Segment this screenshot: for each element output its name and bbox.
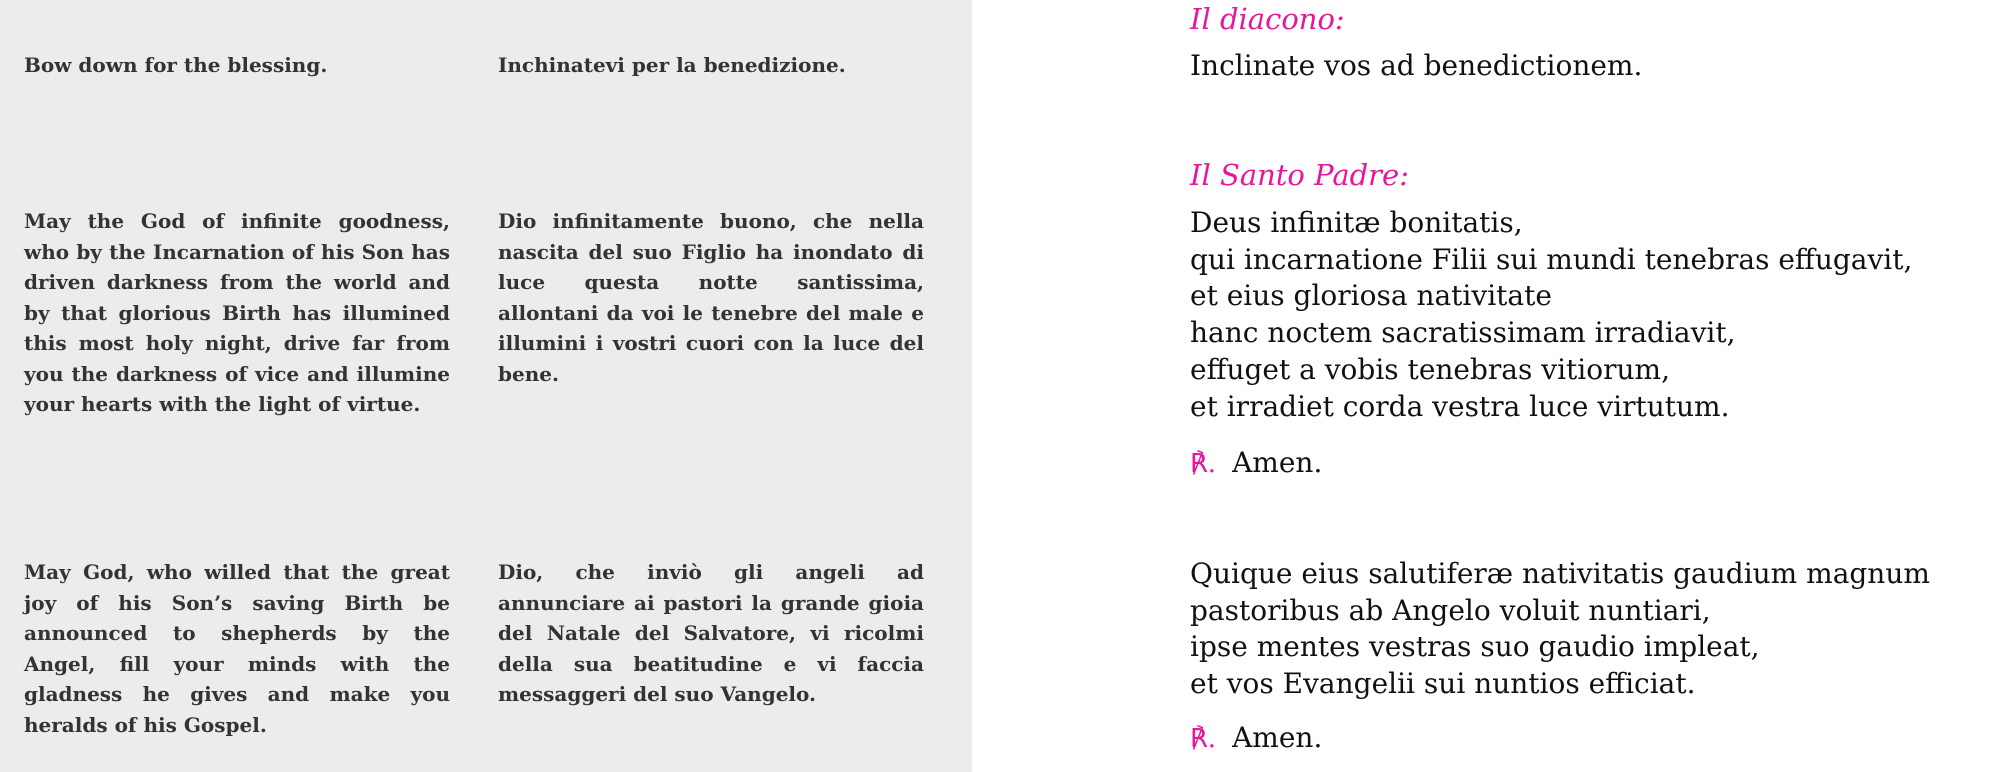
latin-line: hanc noctem sacratissimam irradiavit, — [1190, 316, 1736, 350]
latin-line: et vos Evangelii sui nuntios efficiat. — [1190, 667, 1696, 701]
italian-blessing-2: Dio, che inviò gli angeli ad annunciare ai pastori la grande gioia del Natale del Salvatore, vi ricolmi della sua beatitudine e vi faccia messaggeri del suo Vangelo. — [498, 560, 924, 706]
latin-line: effuget a vobis tenebras vitiorum, — [1190, 352, 1670, 386]
italian-blessing-call: Inchinatevi per la benedizione. — [498, 53, 846, 77]
translation-panel — [0, 0, 972, 772]
response-symbol: ℟. — [1190, 449, 1217, 479]
response-symbol: ℟. — [1190, 724, 1217, 754]
response-amen-2 — [1190, 721, 1322, 754]
latin-text-panel — [1190, 0, 1970, 772]
latin-line: qui incarnatione Filii sui mundi tenebras effugavit, — [1190, 242, 1913, 276]
response-text: Amen. — [1232, 446, 1323, 479]
response-amen-1 — [1190, 446, 1322, 479]
deacon-line — [1190, 48, 1642, 85]
latin-line: ipse mentes vestras suo gaudio impleat, — [1190, 630, 1760, 664]
latin-blessing-2 — [1190, 556, 1930, 703]
latin-line: et irradiet corda vestra luce virtutum. — [1190, 389, 1730, 423]
latin-line: pastoribus ab Angelo voluit nuntiari, — [1190, 593, 1711, 627]
latin-line: et eius gloriosa nativitate — [1190, 279, 1552, 313]
english-blessing-call: Bow down for the blessing. — [24, 53, 328, 77]
latin-blessing-1 — [1190, 205, 1912, 425]
response-text: Amen. — [1232, 721, 1323, 754]
latin-line: Quique eius salutiferæ nativitatis gaudium magnum — [1190, 557, 1930, 590]
english-blessing-2: May God, who willed that the great joy of his Son’s saving Birth be announced to shepherds by the Angel, fill your minds with the gladness he gives and make you heralds of his Gospel. — [24, 560, 450, 737]
pope-role-label: Il Santo Padre: — [1190, 158, 1409, 192]
latin-line: Deus infinitæ bonitatis, — [1190, 206, 1523, 239]
latin-line: Inclinate vos ad benedictionem. — [1190, 49, 1643, 82]
italian-blessing-1: Dio infinitamente buono, che nella nascita del suo Figlio ha inondato di luce questa notte santissima, allontani da voi le tenebre del male e illumini i vostri cuori con la luce del bene. — [498, 209, 924, 386]
deacon-role-label: Il diacono: — [1190, 2, 1345, 36]
english-blessing-1: May the God of infinite goodness, who by the Incarnation of his Son has driven darkness from the world and by that glorious Birth has illumined this most holy night, drive far from you the darkness of vice and illumine your hearts with the light of virtue. — [24, 209, 450, 416]
